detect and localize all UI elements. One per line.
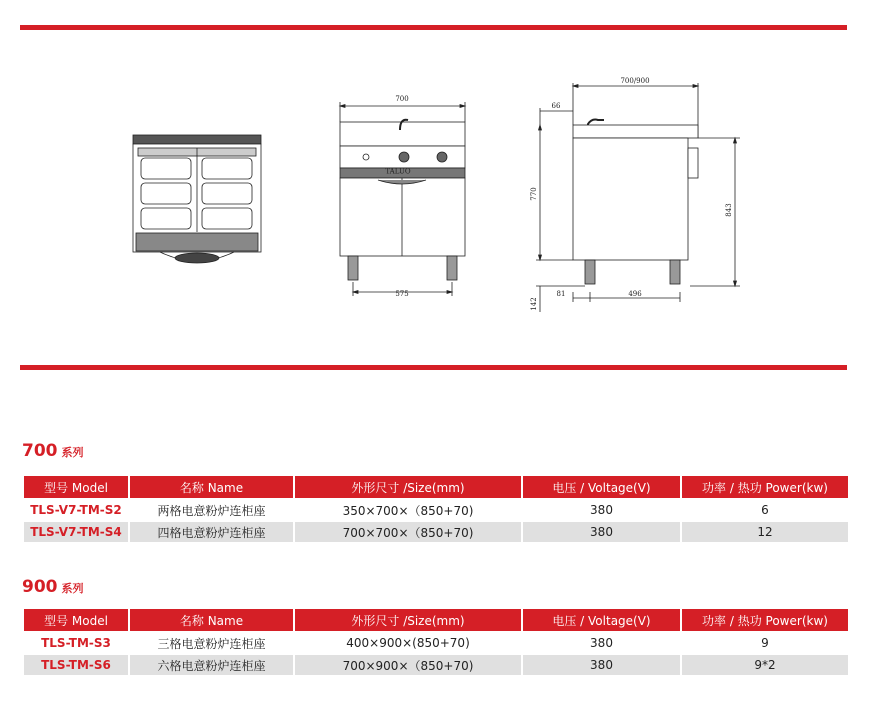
side-total-dimension: 843 (725, 203, 733, 217)
header-model: 型号 Model (24, 476, 128, 500)
series-title-suffix: 系列 (61, 446, 84, 459)
cell-power: 6 (682, 500, 848, 522)
table-row (24, 522, 848, 542)
series-900-title (22, 577, 84, 597)
cell-size: 700×900×（850+70) (295, 655, 521, 675)
cell-model: TLS-V7-TM-S4 (24, 522, 128, 542)
side-height-dimension: 770 (530, 187, 538, 201)
table-header-row (24, 476, 848, 500)
cell-voltage: 380 (523, 500, 680, 522)
front-brand-label: TALUO (385, 167, 411, 176)
header-model: 型号 Model (24, 609, 128, 633)
cell-power: 9*2 (682, 655, 848, 675)
cell-name: 四格电意粉炉连柜座 (130, 522, 293, 542)
series-900-table (22, 609, 850, 675)
series-title-suffix: 系列 (61, 582, 84, 595)
cell-voltage: 380 (523, 633, 680, 655)
cell-name: 六格电意粉炉连柜座 (130, 655, 293, 675)
series-title-number: 700 (22, 441, 58, 461)
cell-model: TLS-TM-S6 (24, 655, 128, 675)
table-row (24, 500, 848, 522)
cell-model: TLS-V7-TM-S2 (24, 500, 128, 522)
cell-name: 两格电意粉炉连柜座 (130, 500, 293, 522)
cell-name: 三格电意粉炉连柜座 (130, 633, 293, 655)
header-voltage: 电压 / Voltage(V) (523, 609, 680, 633)
cell-size: 350×700×（850+70) (295, 500, 521, 522)
side-view-drawing (536, 83, 740, 312)
side-offset-dimension: 66 (551, 102, 561, 110)
front-leg-dimension: 575 (395, 290, 409, 298)
front-width-dimension: 700 (395, 95, 409, 103)
top-view-drawing (133, 135, 261, 263)
series-title-number: 900 (22, 577, 58, 597)
header-name: 名称 Name (130, 609, 293, 633)
table-row (24, 655, 848, 675)
cell-voltage: 380 (523, 522, 680, 542)
header-power: 功率 / 热功 Power(kw) (682, 476, 848, 500)
side-leg-dimension: 142 (530, 297, 538, 311)
header-voltage: 电压 / Voltage(V) (523, 476, 680, 500)
front-view-drawing (340, 102, 465, 296)
header-name: 名称 Name (130, 476, 293, 500)
side-width-dimension: 700/900 (620, 77, 650, 85)
header-size: 外形尺寸 /Size(mm) (295, 476, 521, 500)
cell-size: 700×700×（850+70) (295, 522, 521, 542)
table-row (24, 633, 848, 655)
series-700-table (22, 476, 850, 542)
cell-model: TLS-TM-S3 (24, 633, 128, 655)
series-700-title (22, 441, 84, 461)
side-depth-dimension: 496 (628, 290, 642, 298)
side-front-leg-dimension: 81 (556, 290, 566, 298)
header-size: 外形尺寸 /Size(mm) (295, 609, 521, 633)
cell-power: 12 (682, 522, 848, 542)
cell-voltage: 380 (523, 655, 680, 675)
table-header-row (24, 609, 848, 633)
cell-size: 400×900×(850+70) (295, 633, 521, 655)
header-power: 功率 / 热功 Power(kw) (682, 609, 848, 633)
cell-power: 9 (682, 633, 848, 655)
